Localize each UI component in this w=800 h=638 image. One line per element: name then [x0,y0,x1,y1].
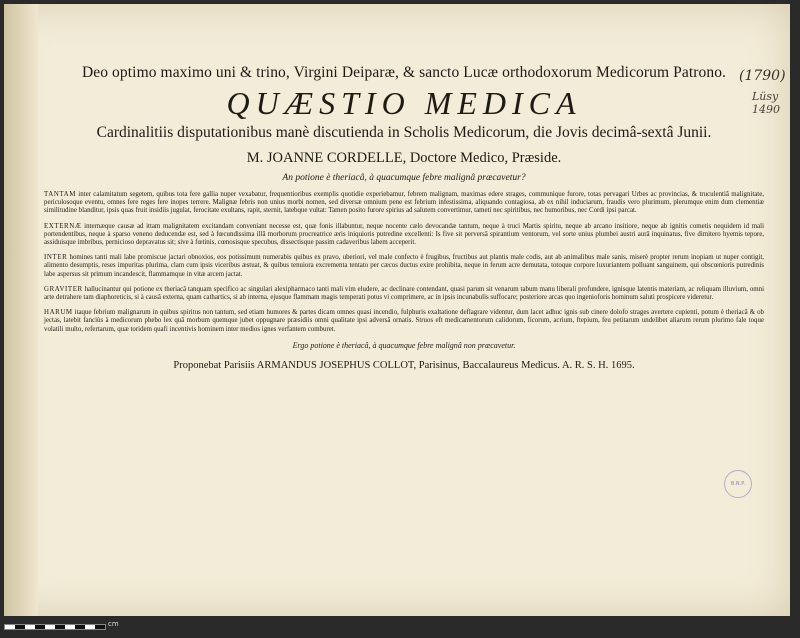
thesis-paragraph [44,309,764,334]
handwritten-shelfmark: Lüsy 1490 [752,90,780,116]
paragraph-lead-word: TANTAM [44,191,76,198]
presiding-line: M. JOANNE CORDELLE, Doctore Medico, Præside. [246,150,562,166]
document-body [44,64,764,381]
paragraph-text: internæque causæ ad ittam malignitatem excitandam conveniant necesse est, quæ fonis illabuntur, neque nocente cælo devocandæ tantum, neque à truci Martis spiritu, neque ab arcano insitiore, neque ab ignitis cometis nequidem id mali portendentibus, neque à sparso veneno deducendæ est, sed à fœcundissima illâ morborum procreatrice æris iniquioris putredine excellenti: Is five sit perversâ spirantium ventorum, vel sorte unius plumbei austri aurâ inquinatus, five dimitero hyemis tepore, assiduisque imbribus, pernicioso depravatus sit; sive à fœtinis, cœnosisque specubus, dissectisque passim cadaveribus labem acceperit. [44,222,764,247]
ruler-bar [4,624,106,630]
paragraph-text: inter calamitatum segetem, quibus tota fere gallia nuper vexabatur, frequentioribus exemplis quotidie experiebamur, febrem malignam, maximas edere strages, communique furore, totas pervagari Urbes ac provincias, & truculentiâ malignitate, periculosoque eventu, omnes fere reges fere inopes terrere. Malignæ febris non unius morbi nomen, sed diversæ omnium pene est febrium infestissima, aliquando contagiosa, ab ex nihil induciarum, fraudis vero plurimum, plerumque enim dum clementiæ similitudine blanditur, ipsis quas fruit insidiis jugulat, ferocitate exultans, rapit, sternit, latebque vultat: Tamen posito furore spirius ad salutem convertimur, tameti nec spiritibus, nec humoribus, nec Cordi ipsi parcat. [44,191,764,215]
paragraph-lead-word: EXTERNÆ [44,222,82,230]
paragraph-lead-word: INTER [44,254,68,262]
thesis-question: An potione è theriacâ, à quacumque febre malignâ præcavetur? [282,173,526,183]
paragraph-text: itaque febrium malignarum in quibus spiritus non tantum, sed etiam humores & partes dicam omnes quasi incendio, fulphuris exaltatione deflagrare videntur, dum lacet adhuc ignis sub cinere dolofo strages avertere cupienti, potum è theriacâ & ob jectas, latebit fanciùs à medicorum phebo lex quâ morbum quemque jubet oppugnare præsidiis omni qualitate ipsi adversâ ornatis. Struos eft medicamentorum calidorum, ficorum, acrium, ftepium, feu petitarum undelibet aliarum rerum plurimo fale toque volatili multo, refertarum, quæ toridem quafi incentivis hominem inter medios ignes verfantem comburet. [44,309,764,333]
scale-ruler [0,620,120,638]
document-title: QUÆSTIO MEDICA [226,85,582,121]
thesis-paragraph [44,286,764,302]
dedication-line: Deo optimo maximo uni & trino, Virgini Deiparæ, & sancto Lucæ orthodoxorum Medicorum Patrono. [81,64,727,81]
thesis-paragraphs [44,191,764,334]
footer-line: Proponebat Parisiis ARMANDUS JOSEPHUS COLLOT, Parisinus, Baccalaureus Medicus. A. R. S. H. 1695. [173,359,635,371]
document-page [4,4,790,616]
paragraph-text: homines tanti mali labe promiscue jactari obnoxios, eos potissimum numerabis quibus ex pravo, uberiori, vel male confecto è frugibus, fructibus aut plantis male codis, aut ab animalibus male sanis, miserè propter rerum inopiam ut nuper contigit, alimento desumptis, reses impuritas plurima, clam cum ipsis viceribus æstuat, & quibus tenuiora excrementa tentato per cæcos ductus exire prohibita, neque in ferum acre demutata, totoque corpore luxuriantem polluant sanguinem, qui obscœnioris putredinis labe aspersus sit primum incandescit, flammamque in vitæ arcem jactat. [44,254,764,278]
handwritten-annotation: (1790) [739,68,786,84]
thesis-paragraph [44,191,764,216]
conclusion-line: Ergo potione è theriacâ, à quacumque febre malignâ non præcavetur. [292,340,516,350]
document-subtitle: Cardinalitiis disputationibus manè discutienda in Scholis Medicorum, die Jovis decimâ-sextâ Junii. [96,124,712,141]
thesis-paragraph [44,223,764,248]
paragraph-lead-word: HARUM [44,309,73,317]
library-stamp: B.N.P. [724,470,752,498]
book-gutter [4,4,38,616]
paragraph-lead-word: GRAVITER [44,285,83,293]
paragraph-text: hallucinantur qui potione ex theriacâ tanquam specifico ac singulari alexipharmaco tanti mali vim eludere, ac declinare contendant, quasi parum sit venarum tabum manu liberali profundere, ignisque latentis materiam, ac reliquam illuvium, omni arte detrahere tam diaphoreticis, si à causâ externa, quam cathartics, si ab interna, ejusque flammam magis temperati potus vi comprimere, ac in ipsis incunabulis suffocare; posteriore arcas quo ingenioforis hominum saluti prospicere videretur. [44,285,764,302]
ruler-label: cm [108,620,119,628]
thesis-paragraph [44,254,764,279]
